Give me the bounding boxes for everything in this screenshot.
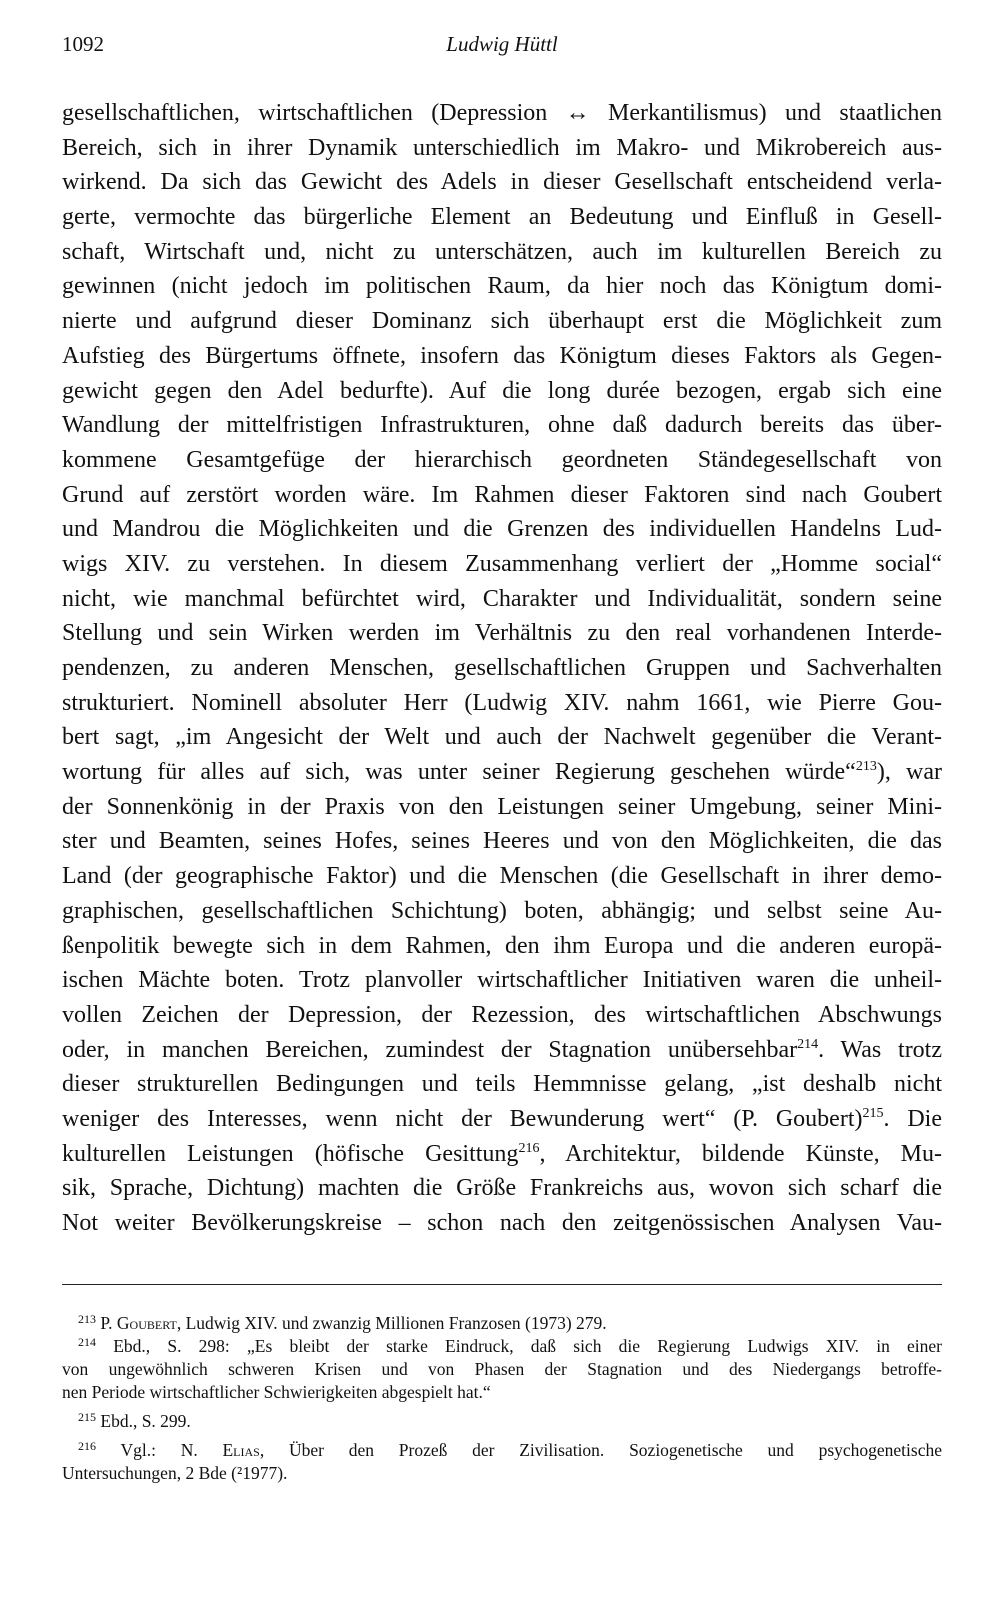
- body-line: Not weiter Bevölkerungskreise – schon nach den zeitgenössischen Analysen Vau-: [62, 1210, 942, 1236]
- body-line: bert sagt, „im Angesicht der Welt und auch der Nachwelt gegenüber die Verant-: [62, 724, 942, 751]
- text-segment: wortung für alles auf sich, was unter seiner Regierung geschehen würde“: [62, 759, 856, 786]
- body-line: ster und Beamten, seines Hofes, seines Heeres und von den Möglichkeiten, die das: [62, 828, 942, 855]
- body-line-with-footnote-ref: [62, 1033, 942, 1068]
- body-line: wigs XIV. zu verstehen. In diesem Zusammenhang verliert der „Homme social“: [62, 550, 942, 577]
- footnote-number: 216: [78, 1439, 96, 1453]
- footnote-text: , Ludwig XIV. und zwanzig Millionen Franzosen (1973) 279.: [176, 1313, 607, 1333]
- body-line: kommene Gesamtgefüge der hierarchisch geordneten Ständegesellschaft von: [62, 446, 942, 473]
- footnote-216: [62, 1439, 942, 1462]
- footnote-number: 215: [78, 1410, 96, 1424]
- text-segment: . Die: [883, 1105, 942, 1132]
- text-segment: , Architektur, bildende Künste, Mu-: [539, 1140, 943, 1167]
- text-segment: kulturellen Leistungen (höfische Gesittung: [62, 1140, 519, 1167]
- body-line: Stellung und sein Wirken werden im Verhältnis zu den real vorhandenen Interde-: [62, 620, 942, 647]
- body-line: nicht, wie manchmal befürchtet wird, Charakter und Individualität, sondern seine: [62, 585, 942, 612]
- body-line-with-footnote-ref: [62, 1102, 942, 1137]
- text-segment: oder, in manchen Bereichen, zumindest der Stagnation unübersehbar: [62, 1036, 798, 1063]
- footnote-number: 213: [78, 1312, 96, 1326]
- body-line: dieser strukturellen Bedingungen und teils Hemmnisse gelang, „ist deshalb nicht: [62, 1071, 942, 1098]
- footnote-text: Ebd., S. 299.: [100, 1411, 191, 1431]
- footnote-ref: 214: [797, 1036, 819, 1052]
- body-line: nierte und aufgrund dieser Dominanz sich überhaupt erst die Möglichkeit zum: [62, 308, 942, 335]
- body-line: sik, Sprache, Dichtung) machten die Größe Frankreichs aus, wovon sich scharf die: [62, 1175, 942, 1202]
- body-line: schaft, Wirtschaft und, nicht zu unterschätzen, auch im kulturellen Bereich zu: [62, 238, 942, 265]
- body-line: strukturiert. Nominell absoluter Herr (Ludwig XIV. nahm 1661, wie Pierre Gou-: [62, 689, 942, 716]
- body-line-with-footnote-ref: [62, 1137, 942, 1172]
- footnote-divider: [62, 1284, 942, 1285]
- footnote-line: nen Periode wirtschaftlicher Schwierigkeiten abgespielt hat.“: [62, 1382, 491, 1402]
- footnote-text: Vgl.:: [120, 1440, 181, 1460]
- footnote-number: 214: [78, 1335, 96, 1349]
- body-text: [62, 96, 942, 1241]
- body-line: gewicht gegen den Adel bedurfte). Auf die long durée bezogen, ergab sich eine: [62, 377, 942, 404]
- running-title: Ludwig Hüttl: [446, 32, 558, 56]
- footnote-ref: 215: [862, 1105, 884, 1121]
- text-segment: ), war: [876, 759, 943, 786]
- body-line: und Mandrou die Möglichkeiten und die Grenzen des individuellen Handelns Lud-: [62, 516, 942, 543]
- footnote-text: Ebd., S. 298: „Es bleibt der starke Eindruck, daß sich die Regierung Ludwigs XIV. in einer: [113, 1336, 943, 1356]
- footnote-author: P. Goubert: [100, 1313, 177, 1333]
- footnote-line: Untersuchungen, 2 Bde (²1977).: [62, 1463, 288, 1483]
- footnote-line: von ungewöhnlich schweren Krisen und von Phasen der Stagnation und des Niedergangs betroffe-: [62, 1359, 942, 1379]
- footnote-214: [62, 1335, 942, 1358]
- body-line: Aufstieg des Bürgertums öffnete, insofern das Königtum dieses Faktors als Gegen-: [62, 342, 942, 369]
- footnotes: [62, 1312, 942, 1485]
- body-line: Bereich, sich in ihrer Dynamik unterschiedlich im Makro- und Mikrobereich aus-: [62, 134, 942, 161]
- body-line: gewinnen (nicht jedoch im politischen Raum, da hier noch das Königtum domi-: [62, 273, 942, 300]
- body-line: Grund auf zerstört worden wäre. Im Rahmen dieser Faktoren sind nach Goubert: [62, 481, 942, 508]
- footnote-ref: 213: [855, 759, 877, 775]
- body-line: wirkend. Da sich das Gewicht des Adels in dieser Gesellschaft entscheidend verla-: [62, 169, 942, 196]
- running-head: [62, 32, 942, 62]
- body-line: gesellschaftlichen, wirtschaftlichen (Depression ↔ Merkantilismus) und staatlichen: [62, 100, 942, 126]
- footnote-215: [62, 1410, 942, 1433]
- body-line: Wandlung der mittelfristigen Infrastrukturen, ohne daß dadurch bereits das über-: [62, 412, 942, 439]
- body-line: gerte, vermochte das bürgerliche Element an Bedeutung und Einfluß in Gesell-: [62, 204, 942, 231]
- body-line-with-footnote-ref: [62, 755, 942, 790]
- footnote-213: [62, 1312, 942, 1335]
- footnote-ref: 216: [518, 1140, 540, 1156]
- body-line: graphischen, gesellschaftlichen Schichtung) boten, abhängig; und selbst seine Au-: [62, 897, 942, 924]
- footnote-author: N. Elias: [180, 1440, 260, 1460]
- footnote-text: , Über den Prozeß der Zivilisation. Soziogenetische und psychogenetische: [259, 1440, 943, 1460]
- text-segment: . Was trotz: [818, 1036, 943, 1063]
- body-line: ischen Mächte boten. Trotz planvoller wirtschaftlicher Initiativen waren die unheil-: [62, 967, 942, 994]
- text-segment: weniger des Interesses, wenn nicht der Bewunderung wert“ (P. Goubert): [62, 1105, 863, 1132]
- body-line: ßenpolitik bewegte sich in dem Rahmen, den ihm Europa und die anderen europä-: [62, 932, 942, 959]
- body-line: der Sonnenkönig in der Praxis von den Leistungen seiner Umgebung, seiner Mini-: [62, 793, 942, 820]
- body-line: pendenzen, zu anderen Menschen, gesellschaftlichen Gruppen und Sachverhalten: [62, 655, 942, 681]
- body-line: vollen Zeichen der Depression, der Rezession, des wirtschaftlichen Abschwungs: [62, 1001, 942, 1028]
- body-line: Land (der geographische Faktor) und die Menschen (die Gesellschaft in ihrer demo-: [62, 863, 942, 890]
- page-number: 1092: [62, 32, 104, 56]
